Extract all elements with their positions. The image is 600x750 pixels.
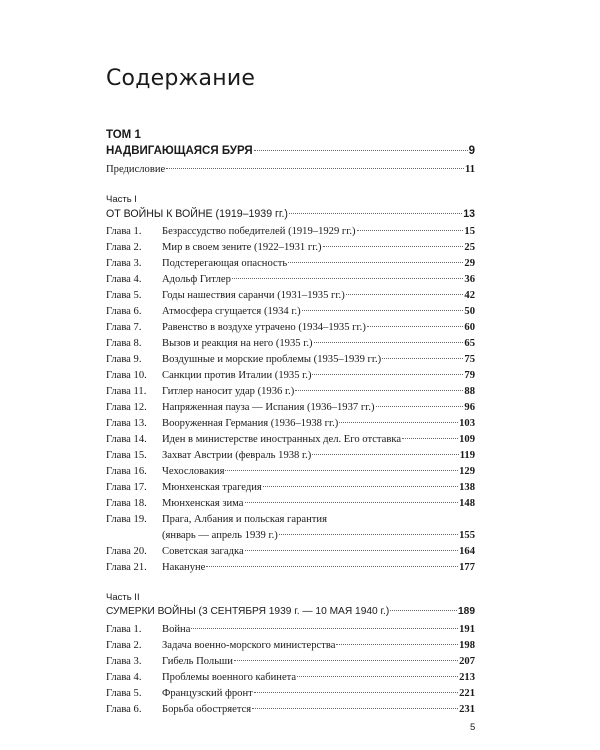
dot-leader	[314, 342, 464, 343]
chapter-title: Иден в министерстве иностранных дел. Его отставка	[162, 434, 402, 445]
dot-leader	[295, 390, 463, 391]
chapter-line	[106, 622, 475, 638]
page-title: Содержание	[106, 66, 256, 91]
chapter-title: Советская загадка	[162, 546, 244, 557]
chapter-page: 138	[459, 482, 475, 493]
chapter-title: Мюнхенская трагедия	[162, 482, 262, 493]
chapter-line	[106, 654, 475, 670]
volume-title: НАДВИГАЮЩАЯСЯ БУРЯ	[106, 145, 253, 157]
dot-leader	[312, 454, 458, 455]
chapter-number: Глава 4.	[106, 274, 142, 285]
chapter-line	[106, 336, 475, 352]
chapter-number: Глава 6.	[106, 704, 142, 715]
chapter-line	[106, 400, 475, 416]
preface-page: 11	[464, 164, 475, 175]
chapter-page: 50	[464, 306, 475, 317]
dot-leader	[367, 326, 464, 327]
chapter-line	[106, 670, 475, 686]
chapter-title: Равенство в воздухе утрачено (1934–1935 гг.)	[162, 322, 366, 333]
chapter-line	[106, 544, 475, 560]
part1-title-line	[106, 206, 475, 222]
chapter-title: Вооруженная Германия (1936–1938 гг.)	[162, 418, 339, 429]
chapter-page: 96	[464, 402, 475, 413]
chapter-line-continuation	[162, 528, 475, 544]
chapter-page: 25	[464, 242, 475, 253]
chapter-page: 103	[459, 418, 475, 429]
chapter-number: Глава 13.	[106, 418, 147, 429]
chapter-page: 65	[464, 338, 475, 349]
chapter-title: Прага, Албания и польская гарантия	[162, 514, 327, 525]
chapter-line	[106, 240, 475, 256]
chapter-page: 221	[459, 688, 475, 699]
chapter-number: Глава 12.	[106, 402, 147, 413]
chapter-line	[106, 496, 475, 512]
dot-leader	[297, 676, 458, 677]
chapter-line	[106, 288, 475, 304]
chapter-title: Безрассудство победителей (1919–1929 гг.)	[162, 226, 356, 237]
chapter-title: Санкции против Италии (1935 г.)	[162, 370, 312, 381]
chapter-line	[106, 416, 475, 432]
dot-leader	[254, 692, 458, 693]
chapter-line	[106, 480, 475, 496]
chapter-line	[106, 304, 475, 320]
chapter-title: Атмосфера сгущается (1934 г.)	[162, 306, 301, 317]
chapter-title: Накануне	[162, 562, 206, 573]
dot-leader	[245, 550, 458, 551]
chapter-title: Адольф Гитлер	[162, 274, 231, 285]
dot-leader	[289, 213, 462, 214]
chapter-page: 155	[459, 530, 475, 541]
chapter-number: Глава 7.	[106, 322, 142, 333]
dot-leader	[323, 246, 464, 247]
dot-leader	[302, 310, 464, 311]
chapter-line	[106, 352, 475, 368]
dot-leader	[288, 262, 463, 263]
chapter-title: Вызов и реакция на него (1935 г.)	[162, 338, 313, 349]
dot-leader	[312, 374, 463, 375]
chapter-number: Глава 17.	[106, 482, 147, 493]
preface-title: Предисловие	[106, 164, 166, 175]
chapter-title-continuation: (январь — апрель 1939 г.)	[162, 530, 278, 541]
chapter-line	[106, 256, 475, 272]
dot-leader	[225, 470, 458, 471]
chapter-title: Французский фронт	[162, 688, 253, 699]
page-number: 5	[470, 722, 476, 733]
chapter-line	[106, 368, 475, 384]
chapter-title: Задача военно-морского министерства	[162, 640, 336, 651]
chapter-page: 109	[459, 434, 475, 445]
chapter-number: Глава 2.	[106, 640, 142, 651]
chapter-title: Война	[162, 624, 191, 635]
chapter-line	[106, 384, 475, 400]
chapter-number: Глава 3.	[106, 258, 142, 269]
part1-page: 13	[463, 208, 475, 220]
chapter-line	[106, 512, 475, 528]
volume-title-line	[106, 143, 475, 159]
chapter-line	[106, 272, 475, 288]
chapter-title: Гибель Польши	[162, 656, 233, 667]
chapter-page: 36	[464, 274, 475, 285]
chapter-title: Напряженная пауза — Испания (1936–1937 гг.)	[162, 402, 375, 413]
chapter-number: Глава 5.	[106, 290, 142, 301]
chapter-title: Мир в своем зените (1922–1931 гг.)	[162, 242, 322, 253]
chapter-page: 231	[459, 704, 475, 715]
chapter-page: 129	[459, 466, 475, 477]
chapter-title: Воздушные и морские проблемы (1935–1939 гг.)	[162, 354, 382, 365]
volume-label: ТОМ 1	[106, 129, 141, 141]
dot-leader	[166, 168, 464, 169]
dot-leader	[346, 294, 464, 295]
chapter-number: Глава 1.	[106, 624, 142, 635]
dot-leader	[191, 628, 458, 629]
chapter-number: Глава 6.	[106, 306, 142, 317]
chapter-number: Глава 2.	[106, 242, 142, 253]
chapter-number: Глава 20.	[106, 546, 147, 557]
chapter-page: 191	[459, 624, 475, 635]
chapter-page: 79	[464, 370, 475, 381]
chapter-page: 177	[459, 562, 475, 573]
dot-leader	[206, 566, 458, 567]
chapter-page: 198	[459, 640, 475, 651]
dot-leader	[234, 660, 458, 661]
dot-leader	[232, 278, 464, 279]
chapter-line	[106, 702, 475, 718]
chapter-number: Глава 15.	[106, 450, 147, 461]
part2-title: СУМЕРКИ ВОЙНЫ (3 СЕНТЯБРЯ 1939 г. — 10 МАЯ 1940 г.)	[106, 606, 390, 617]
chapter-title: Чехословакия	[162, 466, 225, 477]
chapter-line	[106, 432, 475, 448]
chapter-title: Борьба обостряется	[162, 704, 252, 715]
chapter-line	[106, 224, 475, 240]
chapter-number: Глава 4.	[106, 672, 142, 683]
chapter-title: Гитлер наносит удар (1936 г.)	[162, 386, 295, 397]
chapter-number: Глава 18.	[106, 498, 147, 509]
preface-line	[106, 162, 475, 178]
chapter-number: Глава 19.	[106, 514, 147, 525]
chapter-title: Проблемы военного кабинета	[162, 672, 297, 683]
chapter-page: 119	[459, 450, 475, 461]
dot-leader	[279, 534, 458, 535]
chapter-number: Глава 9.	[106, 354, 142, 365]
chapter-line	[106, 320, 475, 336]
chapter-line	[106, 464, 475, 480]
part1-title: ОТ ВОЙНЫ К ВОЙНЕ (1919–1939 гг.)	[106, 208, 288, 220]
chapter-title: Годы нашествия саранчи (1931–1935 гг.)	[162, 290, 345, 301]
chapter-number: Глава 14.	[106, 434, 147, 445]
chapter-title: Захват Австрии (февраль 1938 г.)	[162, 450, 312, 461]
dot-leader	[390, 610, 457, 611]
dot-leader	[339, 422, 458, 423]
chapter-title: Мюнхенская зима	[162, 498, 244, 509]
part2-page: 189	[458, 606, 475, 617]
chapter-number: Глава 16.	[106, 466, 147, 477]
chapter-number: Глава 8.	[106, 338, 142, 349]
chapter-page: 148	[459, 498, 475, 509]
chapter-page: 60	[464, 322, 475, 333]
chapter-page: 207	[459, 656, 475, 667]
chapter-number: Глава 10.	[106, 370, 147, 381]
chapter-number: Глава 21.	[106, 562, 147, 573]
part1-label: Часть I	[106, 194, 137, 205]
chapter-title: Подстерегающая опасность	[162, 258, 288, 269]
dot-leader	[245, 502, 459, 503]
volume-page: 9	[468, 145, 475, 157]
chapter-line	[106, 560, 475, 576]
chapter-page: 75	[464, 354, 475, 365]
dot-leader	[336, 644, 458, 645]
dot-leader	[402, 438, 458, 439]
dot-leader	[254, 150, 468, 151]
chapter-number: Глава 3.	[106, 656, 142, 667]
chapter-number: Глава 11.	[106, 386, 147, 397]
chapter-page: 42	[464, 290, 475, 301]
chapter-line	[106, 448, 475, 464]
chapter-line	[106, 686, 475, 702]
chapter-page: 15	[464, 226, 475, 237]
chapter-number: Глава 1.	[106, 226, 142, 237]
chapter-page: 164	[459, 546, 475, 557]
part2-title-line	[106, 604, 475, 620]
dot-leader	[263, 486, 458, 487]
dot-leader	[382, 358, 463, 359]
chapter-page: 213	[459, 672, 475, 683]
dot-leader	[376, 406, 464, 407]
dot-leader	[357, 230, 464, 231]
part2-label: Часть II	[106, 592, 140, 603]
chapter-page: 29	[464, 258, 475, 269]
chapter-line	[106, 638, 475, 654]
chapter-number: Глава 5.	[106, 688, 142, 699]
dot-leader	[252, 708, 458, 709]
chapter-page: 88	[464, 386, 475, 397]
